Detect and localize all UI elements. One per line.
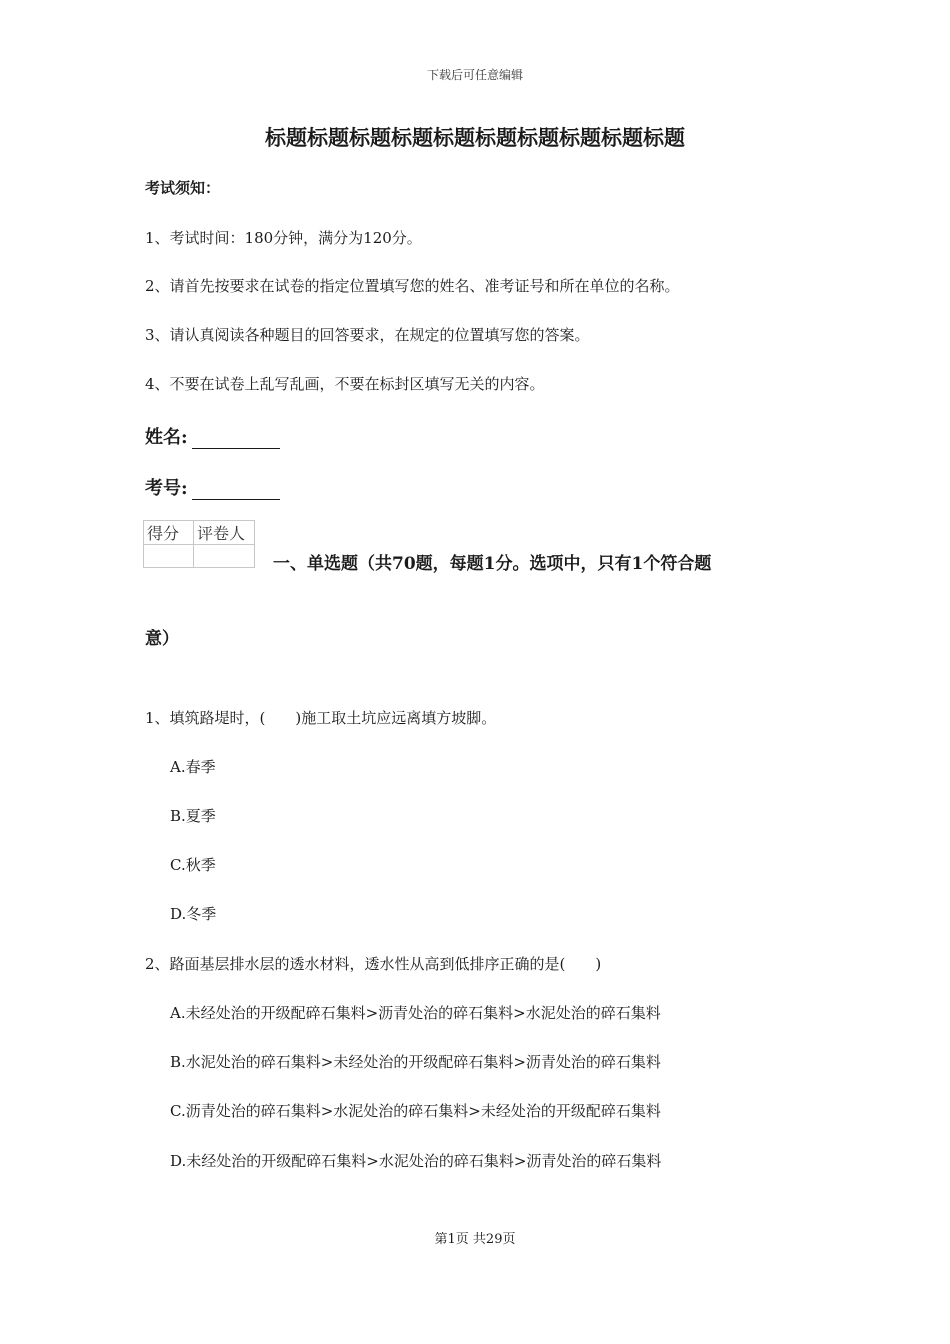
id-label: 考号: bbox=[145, 478, 188, 499]
page-header: 下载后可任意编辑 bbox=[426, 68, 523, 82]
id-field bbox=[145, 474, 280, 500]
question-1: 1、填筑路堤时，( )施工取土坑应远离填方坡脚。 bbox=[145, 709, 497, 727]
notice-heading: 考试须知： bbox=[145, 179, 221, 197]
score-table bbox=[143, 520, 255, 568]
notice-rule-2: 2、请首先按要求在试卷的指定位置填写您的姓名、准考证号和所在单位的名称。 bbox=[145, 277, 680, 295]
question-2-option-a: A.未经处治的开级配碎石集料>沥青处治的碎石集料>水泥处治的碎石集料 bbox=[170, 1004, 661, 1022]
question-2: 2、路面基层排水层的透水材料，透水性从高到低排序正确的是( ) bbox=[145, 955, 602, 973]
name-field bbox=[145, 423, 280, 449]
score-header: 得分 bbox=[144, 521, 194, 545]
section-title-continued: 意） bbox=[145, 629, 179, 649]
score-cell[interactable] bbox=[144, 545, 194, 568]
notice-rule-3: 3、请认真阅读各种题目的回答要求，在规定的位置填写您的答案。 bbox=[145, 326, 590, 344]
question-2-option-c: C.沥青处治的碎石集料>水泥处治的碎石集料>未经处治的开级配碎石集料 bbox=[170, 1102, 661, 1120]
name-label: 姓名: bbox=[145, 427, 188, 448]
grader-cell[interactable] bbox=[194, 545, 255, 568]
id-blank[interactable] bbox=[192, 481, 280, 500]
question-2-option-b: B.水泥处治的碎石集料>未经处治的开级配碎石集料>沥青处治的碎石集料 bbox=[170, 1053, 661, 1071]
notice-rule-1: 1、考试时间：180分钟，满分为120分。 bbox=[145, 229, 422, 247]
section-title: 一、单选题（共70题，每题1分。选项中，只有1个符合题 bbox=[273, 554, 712, 574]
notice-rule-4: 4、不要在试卷上乱写乱画，不要在标封区填写无关的内容。 bbox=[145, 375, 545, 393]
question-1-option-d: D.冬季 bbox=[170, 905, 217, 923]
question-1-option-c: C.秋季 bbox=[170, 856, 216, 874]
question-2-option-d: D.未经处治的开级配碎石集料>水泥处治的碎石集料>沥青处治的碎石集料 bbox=[170, 1152, 662, 1170]
score-table-header bbox=[144, 521, 255, 545]
question-1-option-b: B.夏季 bbox=[170, 807, 216, 825]
name-blank[interactable] bbox=[192, 430, 280, 449]
score-table-blank-row bbox=[144, 545, 255, 568]
grader-header: 评卷人 bbox=[194, 521, 255, 545]
page-number: 第1页 共29页 bbox=[434, 1232, 516, 1247]
document-title: 标题标题标题标题标题标题标题标题标题标题 bbox=[265, 125, 685, 150]
question-1-option-a: A.春季 bbox=[170, 758, 216, 776]
